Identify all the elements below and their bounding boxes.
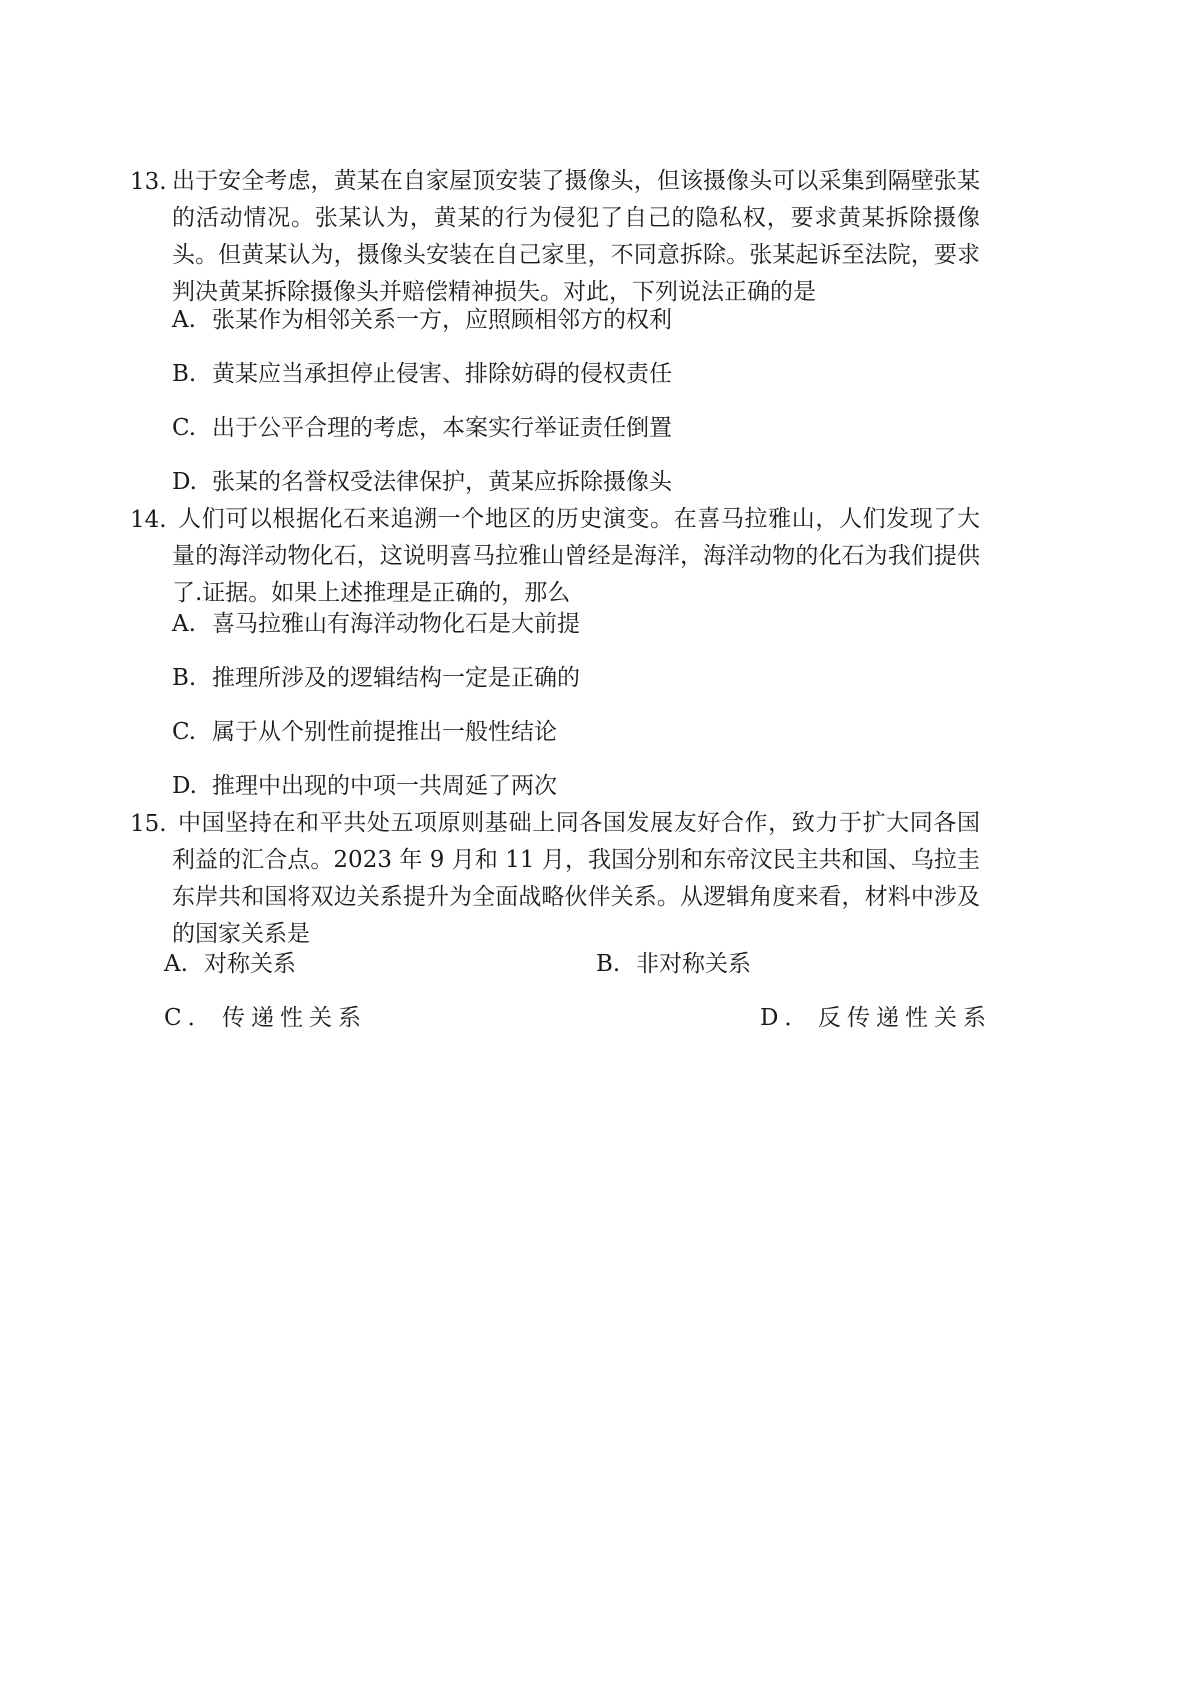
option-text: 喜马拉雅山有海洋动物化石是大前提 bbox=[212, 611, 580, 637]
question-stem: 人们可以根据化石来追溯一个地区的历史演变。在喜马拉雅山，人们发现了大量的海洋动物化石，这说明喜马拉雅山曾经是海洋，海洋动物的化石为我们提供了.证据。如果上述推理是正确的，那么 bbox=[172, 506, 980, 606]
option-text: 张某作为相邻关系一方，应照顾相邻方的权利 bbox=[212, 307, 672, 333]
option-text: 非对称关系 bbox=[636, 951, 751, 977]
option-text: 反传递性关系 bbox=[818, 1005, 992, 1031]
option-letter: D. bbox=[172, 469, 197, 495]
option-b bbox=[596, 944, 751, 984]
option-letter: B. bbox=[172, 361, 197, 387]
option-a bbox=[172, 300, 672, 340]
option-a bbox=[164, 944, 296, 984]
question-stem: 中国坚持在和平共处五项原则基础上同各国发展友好合作，致力于扩大同各国利益的汇合点。2023 年 9 月和 11 月，我国分别和东帝汶民主共和国、乌拉圭东岸共和国将双边关系提升为全面战略伙伴关系。从逻辑角度来看，材料中涉及的国家关系是 bbox=[172, 810, 980, 947]
option-d bbox=[172, 766, 557, 806]
option-letter: C. bbox=[172, 415, 197, 441]
question-number: 13. bbox=[130, 169, 167, 195]
option-letter: C． bbox=[164, 1005, 217, 1031]
option-a bbox=[172, 604, 580, 644]
question-number: 15. bbox=[130, 811, 167, 837]
option-letter: B. bbox=[596, 951, 621, 977]
option-text: 推理所涉及的逻辑结构一定是正确的 bbox=[212, 665, 580, 691]
option-letter: A. bbox=[172, 307, 196, 333]
option-text: 对称关系 bbox=[204, 951, 296, 977]
option-text: 出于公平合理的考虑，本案实行举证责任倒置 bbox=[212, 415, 672, 441]
option-text: 黄某应当承担停止侵害、排除妨碍的侵权责任 bbox=[212, 361, 672, 387]
question-stem: 出于安全考虑，黄某在自家屋顶安装了摄像头，但该摄像头可以采集到隔壁张某的活动情况。张某认为，黄某的行为侵犯了自己的隐私权，要求黄某拆除摄像头。但黄某认为，摄像头安装在自己家里，不同意拆除。张某起诉至法院，要求判决黄某拆除摄像头并赔偿精神损失。对此，下列说法正确的是 bbox=[172, 168, 980, 305]
option-text: 传递性关系 bbox=[222, 1005, 367, 1031]
option-b bbox=[172, 354, 672, 394]
option-c bbox=[164, 998, 367, 1038]
option-letter: A. bbox=[172, 611, 196, 637]
option-text: 推理中出现的中项一共周延了两次 bbox=[212, 773, 557, 799]
option-letter: C. bbox=[172, 719, 197, 745]
option-text: 属于从个别性前提推出一般性结论 bbox=[212, 719, 557, 745]
option-text: 张某的名誉权受法律保护，黄某应拆除摄像头 bbox=[212, 469, 672, 495]
option-d bbox=[172, 462, 672, 502]
option-b bbox=[172, 658, 580, 698]
option-letter: D． bbox=[760, 1005, 814, 1031]
question-number: 14. bbox=[130, 507, 167, 533]
option-letter: D. bbox=[172, 773, 197, 799]
option-letter: B. bbox=[172, 665, 197, 691]
option-letter: A. bbox=[164, 951, 188, 977]
option-c bbox=[172, 408, 672, 448]
option-d bbox=[760, 998, 992, 1038]
option-c bbox=[172, 712, 557, 752]
